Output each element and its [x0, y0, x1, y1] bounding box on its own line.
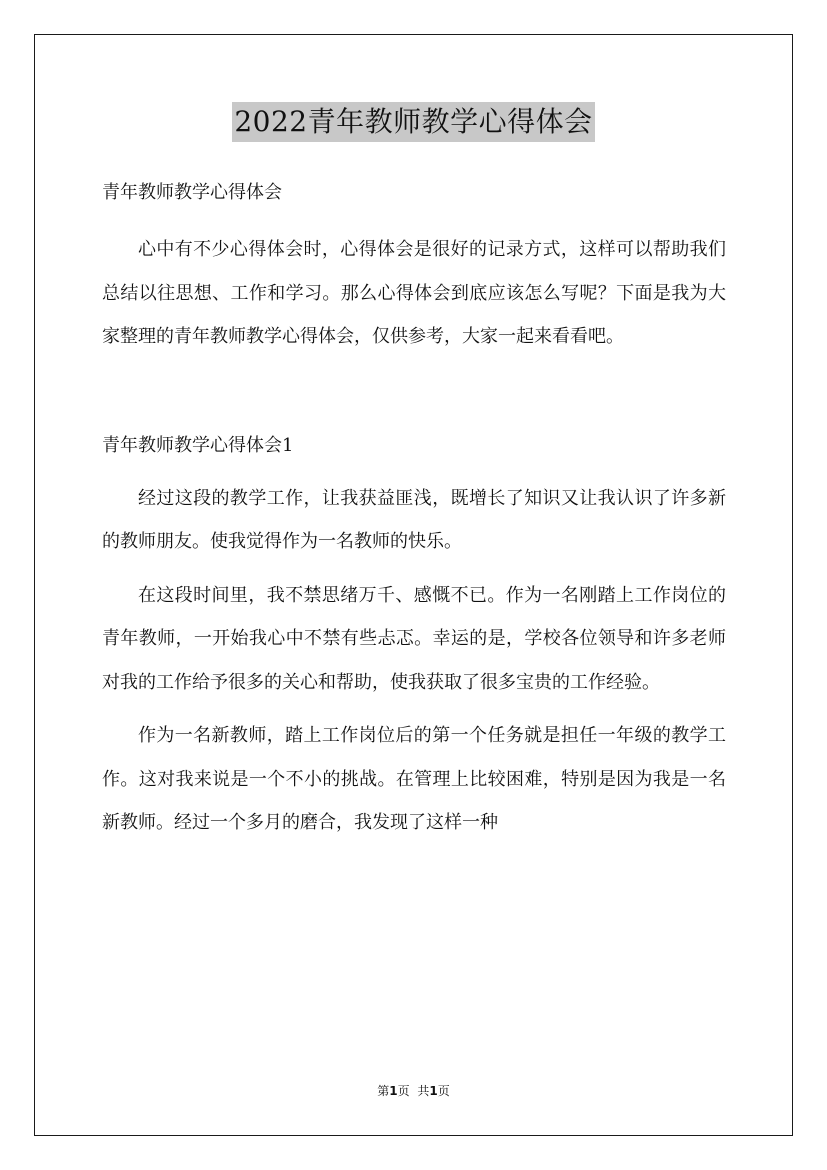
body-paragraph: 作为一名新教师，踏上工作岗位后的第一个任务就是担任一年级的教学工作。这对我来说是一个不小的挑战。在管理上比较困难，特别是因为我是一名新教师。经过一个多月的磨合，我发现了这样一种 — [102, 725, 726, 833]
body-paragraph: 经过这段的教学工作，让我获益匪浅，既增长了知识又让我认识了许多新的教师朋友。使我觉得作为一名教师的快乐。 — [102, 487, 726, 552]
page-number: 1 — [389, 1084, 398, 1098]
body-paragraph: 在这段时间里，我不禁思绪万千、感慨不已。作为一名刚踏上工作岗位的青年教师，一开始我心中不禁有些忐忑。幸运的是，学校各位领导和许多老师对我的工作给予很多的关心和帮助，使我获取了很多宝贵的工作经验。 — [102, 584, 726, 693]
page-prefix: 第 — [377, 1084, 390, 1098]
title-container — [0, 102, 827, 142]
document-body — [102, 172, 726, 845]
total-suffix: 页 — [437, 1084, 450, 1098]
intro-paragraph: 心中有不少心得体会时，心得体会是很好的记录方式，这样可以帮助我们总结以往思想、工作和学习。那么心得体会到底应该怎么写呢？下面是我为大家整理的青年教师教学心得体会，仅供参考，大家一起来看看吧。 — [102, 239, 726, 347]
intro-heading: 青年教师教学心得体会 — [102, 182, 282, 203]
total-prefix: 共 — [417, 1084, 430, 1098]
total-pages: 1 — [429, 1084, 438, 1098]
section-spacer — [102, 359, 726, 425]
document-title: 2022青年教师教学心得体会 — [232, 102, 594, 142]
section-heading: 青年教师教学心得体会1 — [102, 434, 294, 456]
page-footer — [0, 1082, 827, 1099]
page-suffix: 页 — [397, 1084, 410, 1098]
